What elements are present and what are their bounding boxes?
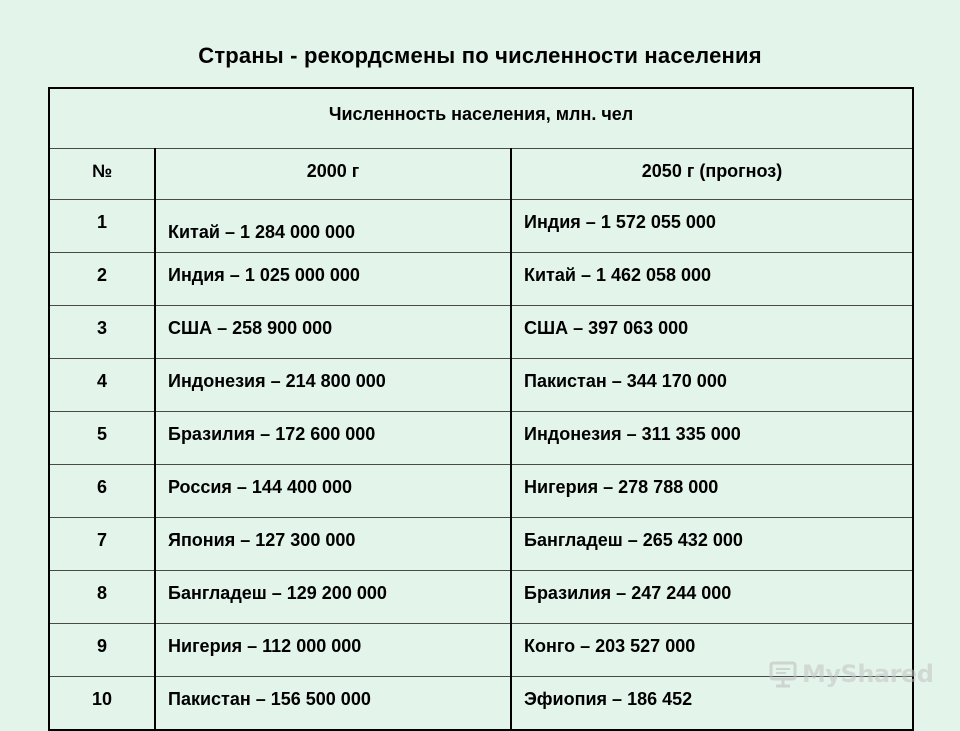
country-2050-cell: Конго – 203 527 000 xyxy=(511,624,913,677)
country-2000-cell: Индия – 1 025 000 000 xyxy=(155,253,511,306)
country-2050-cell: Нигерия – 278 788 000 xyxy=(511,465,913,518)
country-2000-cell: Бангладеш – 129 200 000 xyxy=(155,571,511,624)
country-2050-cell: Пакистан – 344 170 000 xyxy=(511,359,913,412)
country-2050-cell: Индия – 1 572 055 000 xyxy=(511,200,913,253)
column-header-number: № xyxy=(49,149,155,200)
country-2050-cell: Бангладеш – 265 432 000 xyxy=(511,518,913,571)
country-2000-cell: Индонезия – 214 800 000 xyxy=(155,359,511,412)
rank-cell: 7 xyxy=(49,518,155,571)
table-row xyxy=(49,571,913,624)
table-row xyxy=(49,253,913,306)
table-row xyxy=(49,306,913,359)
rank-cell: 9 xyxy=(49,624,155,677)
country-2050-cell: Эфиопия – 186 452 xyxy=(511,677,913,730)
presentation-board-icon xyxy=(768,659,798,689)
rank-cell: 8 xyxy=(49,571,155,624)
country-2000-cell: Китай – 1 284 000 000 xyxy=(155,200,511,253)
population-table xyxy=(48,87,914,731)
country-2050-cell: Индонезия – 311 335 000 xyxy=(511,412,913,465)
rank-cell: 4 xyxy=(49,359,155,412)
watermark-text: MyShared xyxy=(802,660,934,688)
table-row xyxy=(49,465,913,518)
watermark xyxy=(768,656,933,692)
country-2000-cell: Нигерия – 112 000 000 xyxy=(155,624,511,677)
rank-cell: 6 xyxy=(49,465,155,518)
country-2000-cell: Пакистан – 156 500 000 xyxy=(155,677,511,730)
column-header-2050: 2050 г (прогноз) xyxy=(511,149,913,200)
table-row xyxy=(49,518,913,571)
rank-cell: 10 xyxy=(49,677,155,730)
rank-cell: 5 xyxy=(49,412,155,465)
table-row xyxy=(49,200,913,253)
table-row xyxy=(49,359,913,412)
country-2050-cell: Китай – 1 462 058 000 xyxy=(511,253,913,306)
rank-cell: 2 xyxy=(49,253,155,306)
country-2050-cell: США – 397 063 000 xyxy=(511,306,913,359)
rank-cell: 1 xyxy=(49,200,155,253)
country-2050-cell: Бразилия – 247 244 000 xyxy=(511,571,913,624)
column-header-2000: 2000 г xyxy=(155,149,511,200)
page-title: Страны - рекордсмены по численности населения xyxy=(198,43,762,68)
country-2000-cell: Япония – 127 300 000 xyxy=(155,518,511,571)
country-2000-cell: Бразилия – 172 600 000 xyxy=(155,412,511,465)
country-2000-cell: США – 258 900 000 xyxy=(155,306,511,359)
rank-cell: 3 xyxy=(49,306,155,359)
country-2000-cell: Россия – 144 400 000 xyxy=(155,465,511,518)
table-super-header: Численность населения, млн. чел xyxy=(49,88,913,149)
table-row xyxy=(49,412,913,465)
